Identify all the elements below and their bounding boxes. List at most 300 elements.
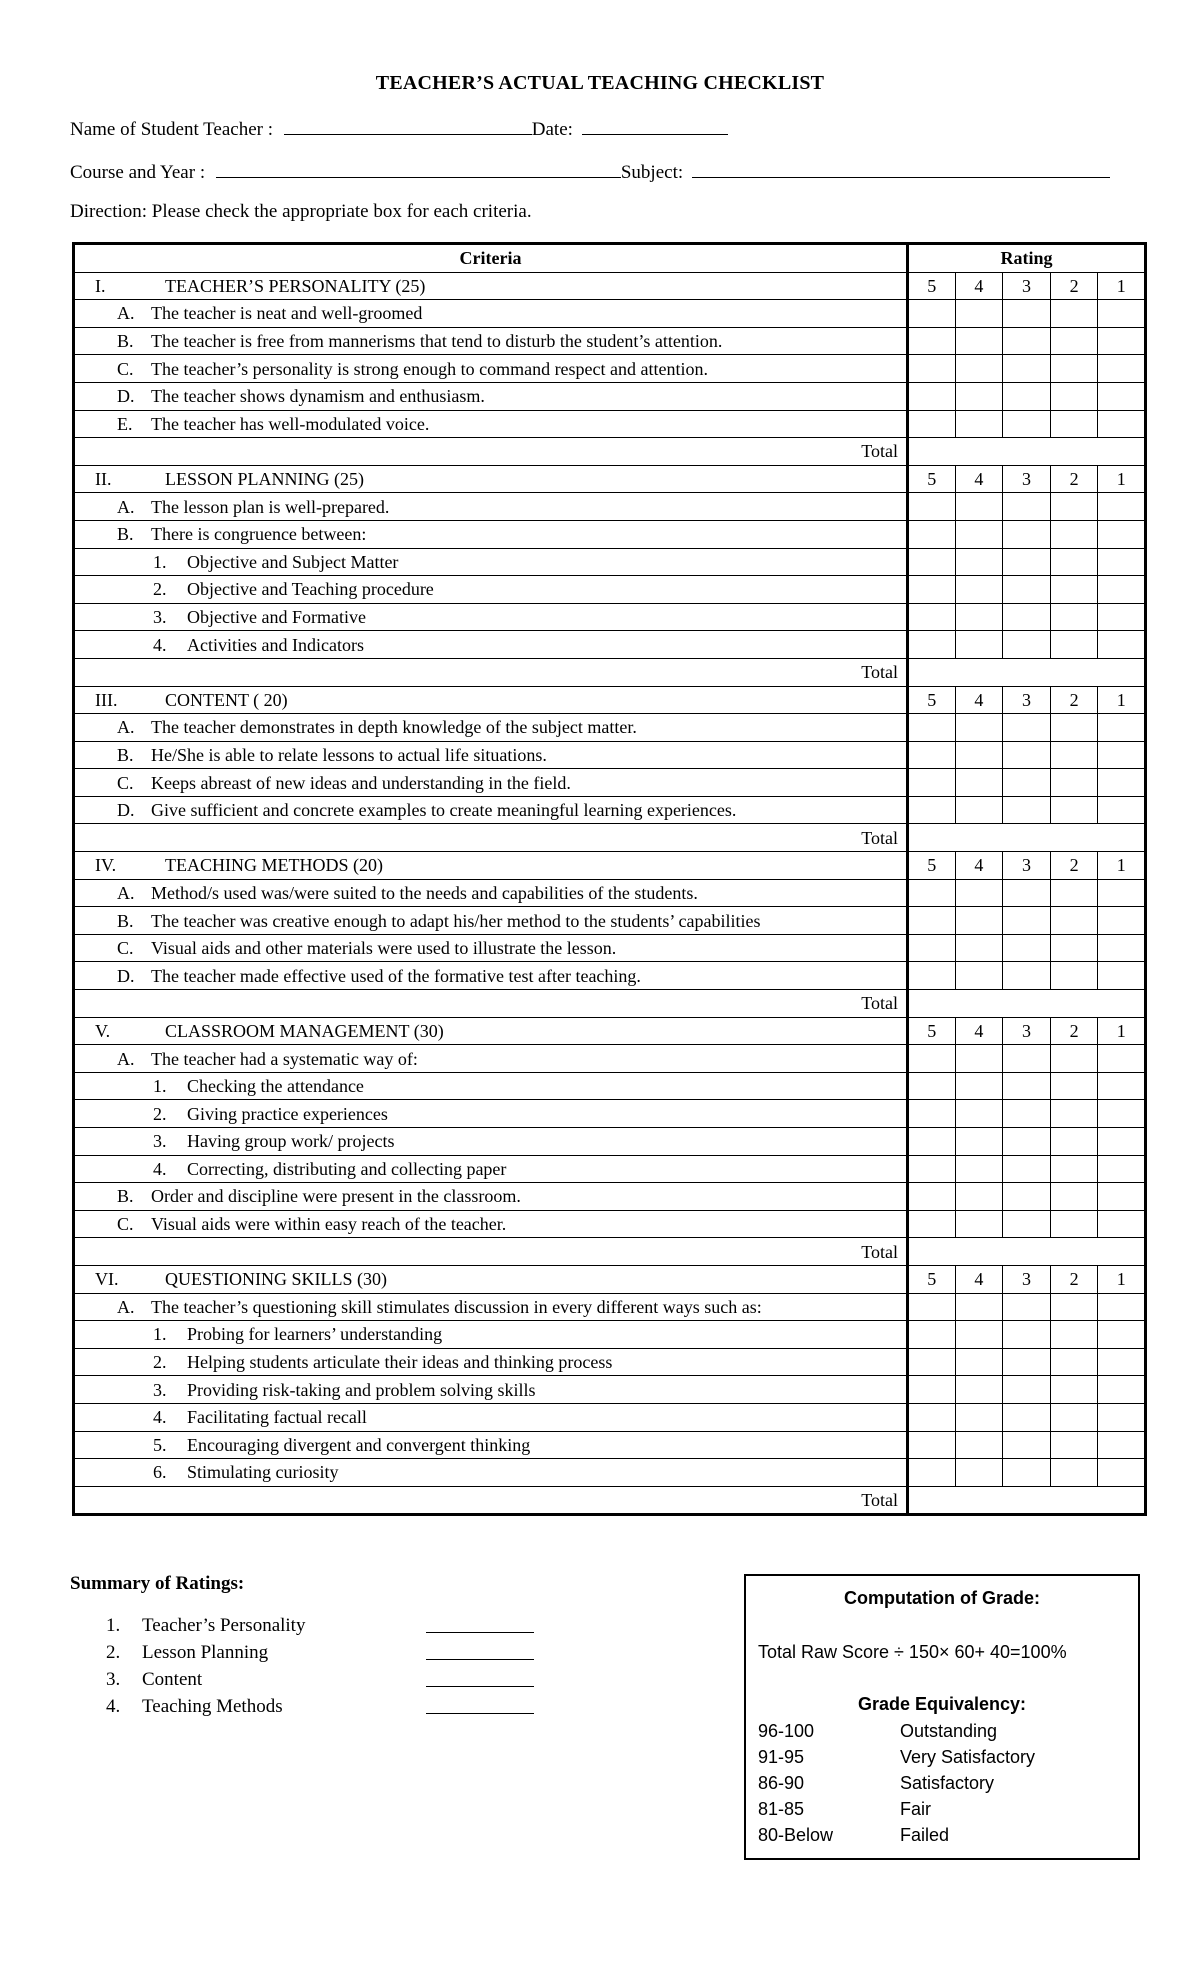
rating-checkbox[interactable] (1098, 1321, 1146, 1349)
rating-checkbox[interactable] (955, 1183, 1003, 1211)
rating-checkbox[interactable] (1003, 1100, 1051, 1128)
rating-checkbox[interactable] (1003, 796, 1051, 824)
rating-checkbox[interactable] (908, 907, 956, 935)
summary-item (106, 1666, 536, 1693)
section-title (74, 686, 908, 714)
criteria-item-text: Encouraging divergent and convergent thinking (187, 1434, 531, 1455)
rating-checkbox[interactable] (1098, 1403, 1146, 1431)
rating-checkbox[interactable] (1050, 1155, 1098, 1183)
summary-item-number: 3. (106, 1669, 121, 1690)
rating-checkbox[interactable] (1050, 576, 1098, 604)
rating-checkbox[interactable] (1050, 300, 1098, 328)
rating-checkbox[interactable] (1003, 1155, 1051, 1183)
rating-checkbox[interactable] (1098, 741, 1146, 769)
criteria-item-text: The teacher demonstrates in depth knowledge of the subject matter. (151, 717, 637, 738)
name-field[interactable] (284, 116, 532, 135)
summary-rating-blank[interactable] (426, 1713, 534, 1714)
summary-rating-blank[interactable] (426, 1632, 534, 1633)
rating-scale-label: 4 (955, 465, 1003, 493)
rating-checkbox[interactable] (1098, 603, 1146, 631)
rating-checkbox[interactable] (955, 603, 1003, 631)
rating-checkbox[interactable] (955, 962, 1003, 990)
criteria-item-label: A. (117, 1048, 135, 1069)
rating-checkbox[interactable] (1003, 520, 1051, 548)
rating-checkbox[interactable] (1050, 741, 1098, 769)
rating-checkbox[interactable] (1003, 1321, 1051, 1349)
rating-checkbox[interactable] (908, 1321, 956, 1349)
rating-checkbox[interactable] (955, 1210, 1003, 1238)
rating-checkbox[interactable] (1098, 879, 1146, 907)
rating-checkbox[interactable] (1098, 327, 1146, 355)
total-value-cell[interactable] (908, 438, 1146, 466)
summary-title: Summary of Ratings: (70, 1573, 245, 1594)
rating-checkbox[interactable] (908, 410, 956, 438)
criteria-item-label: B. (117, 331, 134, 352)
rating-checkbox[interactable] (1098, 962, 1146, 990)
rating-checkbox[interactable] (1098, 1155, 1146, 1183)
section-title-text: TEACHING METHODS (20) (165, 855, 383, 876)
section-title-text: LESSON PLANNING (25) (165, 469, 364, 490)
rating-checkbox[interactable] (1003, 741, 1051, 769)
rating-scale-label: 5 (908, 272, 956, 300)
criteria-item (74, 1376, 908, 1404)
rating-checkbox[interactable] (1003, 1403, 1051, 1431)
rating-checkbox[interactable] (955, 631, 1003, 659)
rating-checkbox[interactable] (1003, 382, 1051, 410)
rating-checkbox[interactable] (1050, 1100, 1098, 1128)
criteria-row (74, 327, 1146, 355)
rating-checkbox[interactable] (1050, 355, 1098, 383)
rating-checkbox[interactable] (1098, 714, 1146, 742)
rating-checkbox[interactable] (908, 714, 956, 742)
course-subject-line (70, 159, 1110, 184)
section-header-row (74, 465, 1146, 493)
criteria-item-label: E. (117, 413, 133, 434)
rating-checkbox[interactable] (1098, 1459, 1146, 1487)
criteria-item-text: Give sufficient and concrete examples to create meaningful learning experiences. (151, 800, 737, 821)
rating-checkbox[interactable] (1003, 410, 1051, 438)
rating-checkbox[interactable] (908, 1128, 956, 1156)
rating-checkbox[interactable] (1003, 1376, 1051, 1404)
rating-checkbox[interactable] (908, 327, 956, 355)
rating-checkbox[interactable] (1050, 603, 1098, 631)
rating-checkbox[interactable] (955, 327, 1003, 355)
criteria-item-label: A. (117, 496, 135, 517)
equivalency-range: 86-90 (758, 1773, 805, 1793)
rating-scale-label: 4 (955, 686, 1003, 714)
rating-checkbox[interactable] (1003, 355, 1051, 383)
criteria-item-text: Probing for learners’ understanding (187, 1324, 443, 1345)
section-number: II. (95, 469, 112, 490)
criteria-row (74, 355, 1146, 383)
rating-scale-label: 1 (1098, 686, 1146, 714)
criteria-item-label: 3. (153, 607, 167, 628)
rating-checkbox[interactable] (1050, 1403, 1098, 1431)
total-value-cell[interactable] (908, 1486, 1146, 1515)
rating-checkbox[interactable] (1050, 493, 1098, 521)
rating-checkbox[interactable] (1098, 1210, 1146, 1238)
rating-checkbox[interactable] (1003, 631, 1051, 659)
total-row (74, 824, 1146, 852)
rating-checkbox[interactable] (955, 879, 1003, 907)
total-row (74, 1486, 1146, 1515)
total-row (74, 438, 1146, 466)
rating-checkbox[interactable] (908, 1100, 956, 1128)
summary-rating-blank[interactable] (426, 1659, 534, 1660)
computation-title: Computation of Grade: (844, 1588, 1040, 1608)
rating-checkbox[interactable] (908, 520, 956, 548)
criteria-row (74, 382, 1146, 410)
rating-checkbox[interactable] (1050, 769, 1098, 797)
rating-checkbox[interactable] (908, 382, 956, 410)
criteria-item (74, 410, 908, 438)
rating-checkbox[interactable] (908, 769, 956, 797)
summary-item-label: Teaching Methods (142, 1696, 283, 1717)
criteria-item-label: B. (117, 524, 134, 545)
rating-checkbox[interactable] (1050, 382, 1098, 410)
rating-checkbox[interactable] (1050, 520, 1098, 548)
criteria-item (74, 907, 908, 935)
rating-checkbox[interactable] (1003, 1210, 1051, 1238)
criteria-row (74, 631, 1146, 659)
equivalency-rating: Very Satisfactory (900, 1747, 1036, 1767)
rating-checkbox[interactable] (908, 631, 956, 659)
rating-checkbox[interactable] (955, 493, 1003, 521)
rating-checkbox[interactable] (1003, 1072, 1051, 1100)
section-title-text: CONTENT ( 20) (165, 689, 288, 710)
rating-checkbox[interactable] (1003, 1431, 1051, 1459)
criteria-item-label: 1. (153, 1076, 167, 1097)
rating-checkbox[interactable] (955, 741, 1003, 769)
rating-checkbox[interactable] (955, 1459, 1003, 1487)
rating-checkbox[interactable] (1098, 907, 1146, 935)
date-field[interactable] (582, 116, 728, 135)
rating-checkbox[interactable] (1003, 548, 1051, 576)
rating-checkbox[interactable] (955, 1376, 1003, 1404)
rating-checkbox[interactable] (908, 1431, 956, 1459)
summary-item (106, 1612, 536, 1639)
rating-checkbox[interactable] (1003, 327, 1051, 355)
rating-checkbox[interactable] (1050, 1431, 1098, 1459)
rating-checkbox[interactable] (1098, 300, 1146, 328)
rating-checkbox[interactable] (1050, 1183, 1098, 1211)
rating-checkbox[interactable] (908, 1459, 956, 1487)
criteria-item-label: A. (117, 882, 135, 903)
criteria-item-text: Correcting, distributing and collecting paper (187, 1158, 507, 1179)
equivalency-row (758, 1822, 1035, 1848)
rating-scale-label: 5 (908, 686, 956, 714)
rating-checkbox[interactable] (1003, 934, 1051, 962)
criteria-row (74, 962, 1146, 990)
section-title-text: CLASSROOM MANAGEMENT (30) (165, 1020, 444, 1041)
total-label: Total (74, 658, 908, 686)
rating-checkbox[interactable] (1050, 1376, 1098, 1404)
criteria-item-text: The teacher is neat and well-groomed (151, 303, 423, 324)
total-value-cell[interactable] (908, 990, 1146, 1018)
rating-checkbox[interactable] (1003, 769, 1051, 797)
rating-checkbox[interactable] (955, 1431, 1003, 1459)
rating-checkbox[interactable] (1098, 520, 1146, 548)
criteria-item-text: The lesson plan is well-prepared. (151, 496, 390, 517)
rating-scale-label: 2 (1050, 272, 1098, 300)
rating-checkbox[interactable] (1050, 934, 1098, 962)
rating-checkbox[interactable] (1098, 493, 1146, 521)
criteria-item (74, 1321, 908, 1349)
course-field[interactable] (216, 159, 621, 178)
rating-checkbox[interactable] (908, 1376, 956, 1404)
rating-checkbox[interactable] (1050, 410, 1098, 438)
total-label: Total (74, 438, 908, 466)
rating-checkbox[interactable] (955, 1293, 1003, 1321)
criteria-row (74, 1100, 1146, 1128)
criteria-item (74, 934, 908, 962)
criteria-item-text: Visual aids and other materials were used to illustrate the lesson. (151, 938, 617, 959)
rating-checkbox[interactable] (955, 410, 1003, 438)
criteria-row (74, 934, 1146, 962)
rating-checkbox[interactable] (955, 382, 1003, 410)
summary-rating-blank[interactable] (426, 1686, 534, 1687)
rating-checkbox[interactable] (908, 603, 956, 631)
total-value-cell[interactable] (908, 824, 1146, 852)
criteria-item-text: Checking the attendance (187, 1076, 364, 1097)
rating-checkbox[interactable] (908, 548, 956, 576)
course-label: Course and Year : (70, 162, 206, 183)
criteria-row (74, 1321, 1146, 1349)
section-number: I. (95, 275, 106, 296)
rating-checkbox[interactable] (955, 934, 1003, 962)
rating-checkbox[interactable] (955, 1100, 1003, 1128)
criteria-item-text: He/She is able to relate lessons to actual life situations. (151, 744, 547, 765)
rating-checkbox[interactable] (908, 741, 956, 769)
criteria-item-label: D. (117, 386, 135, 407)
criteria-item (74, 1348, 908, 1376)
criteria-item-label: 1. (153, 1324, 167, 1345)
rating-checkbox[interactable] (1003, 1128, 1051, 1156)
summary-item-label: Lesson Planning (142, 1642, 269, 1663)
rating-checkbox[interactable] (955, 1128, 1003, 1156)
rating-checkbox[interactable] (1050, 879, 1098, 907)
criteria-row (74, 1128, 1146, 1156)
rating-checkbox[interactable] (1098, 631, 1146, 659)
rating-checkbox[interactable] (1050, 1210, 1098, 1238)
rating-checkbox[interactable] (1003, 1293, 1051, 1321)
rating-checkbox[interactable] (1098, 1045, 1146, 1073)
criteria-item (74, 796, 908, 824)
rating-scale-label: 3 (1003, 686, 1051, 714)
criteria-item-label: D. (117, 800, 135, 821)
rating-checkbox[interactable] (908, 1403, 956, 1431)
rating-checkbox[interactable] (1050, 1128, 1098, 1156)
rating-checkbox[interactable] (955, 769, 1003, 797)
rating-checkbox[interactable] (955, 1045, 1003, 1073)
total-value-cell[interactable] (908, 1238, 1146, 1266)
rating-checkbox[interactable] (1003, 1459, 1051, 1487)
rating-checkbox[interactable] (908, 1183, 956, 1211)
equivalency-rating: Outstanding (900, 1721, 998, 1741)
rating-checkbox[interactable] (1098, 1293, 1146, 1321)
rating-checkbox[interactable] (1098, 410, 1146, 438)
rating-checkbox[interactable] (908, 796, 956, 824)
rating-checkbox[interactable] (908, 1293, 956, 1321)
rating-checkbox[interactable] (908, 355, 956, 383)
rating-checkbox[interactable] (908, 1072, 956, 1100)
rating-checkbox[interactable] (955, 796, 1003, 824)
rating-checkbox[interactable] (1003, 879, 1051, 907)
subject-label: Subject: (620, 162, 684, 183)
criteria-item (74, 1100, 908, 1128)
rating-checkbox[interactable] (1098, 1431, 1146, 1459)
rating-checkbox[interactable] (955, 548, 1003, 576)
rating-checkbox[interactable] (1098, 1376, 1146, 1404)
rating-checkbox[interactable] (908, 934, 956, 962)
rating-checkbox[interactable] (955, 1155, 1003, 1183)
rating-checkbox[interactable] (1050, 1072, 1098, 1100)
rating-checkbox[interactable] (908, 576, 956, 604)
criteria-row (74, 548, 1146, 576)
rating-checkbox[interactable] (1098, 934, 1146, 962)
rating-checkbox[interactable] (955, 1321, 1003, 1349)
rating-checkbox[interactable] (1098, 796, 1146, 824)
rating-checkbox[interactable] (955, 300, 1003, 328)
rating-checkbox[interactable] (1003, 300, 1051, 328)
criteria-row (74, 1045, 1146, 1073)
rating-checkbox[interactable] (1050, 1293, 1098, 1321)
rating-checkbox[interactable] (1098, 548, 1146, 576)
rating-checkbox[interactable] (955, 1403, 1003, 1431)
rating-checkbox[interactable] (1003, 1045, 1051, 1073)
rating-checkbox[interactable] (908, 493, 956, 521)
criteria-item-text: The teacher was creative enough to adapt his/her method to the students’ capabilities (151, 910, 761, 931)
rating-scale-label: 2 (1050, 465, 1098, 493)
criteria-item-text: Objective and Formative (187, 607, 366, 628)
summary-item-number: 4. (106, 1696, 121, 1717)
section-number: VI. (95, 1269, 119, 1290)
rating-checkbox[interactable] (955, 576, 1003, 604)
criteria-item-label: 2. (153, 579, 167, 600)
criteria-row (74, 1293, 1146, 1321)
rating-checkbox[interactable] (1098, 769, 1146, 797)
criteria-item-label: A. (117, 717, 135, 738)
rating-scale-label: 5 (908, 1017, 956, 1045)
rating-checkbox[interactable] (908, 1045, 956, 1073)
rating-checkbox[interactable] (1050, 1321, 1098, 1349)
rating-checkbox[interactable] (908, 1348, 956, 1376)
criteria-item (74, 1403, 908, 1431)
rating-checkbox[interactable] (908, 879, 956, 907)
rating-checkbox[interactable] (908, 1155, 956, 1183)
criteria-row (74, 410, 1146, 438)
rating-checkbox[interactable] (1003, 493, 1051, 521)
rating-checkbox[interactable] (1098, 576, 1146, 604)
criteria-row (74, 1403, 1146, 1431)
rating-scale-label: 2 (1050, 686, 1098, 714)
criteria-item-text: The teacher has well-modulated voice. (151, 413, 430, 434)
criteria-item-text: Giving practice experiences (187, 1103, 388, 1124)
equivalency-range: 91-95 (758, 1747, 805, 1767)
rating-checkbox[interactable] (1050, 714, 1098, 742)
subject-field[interactable] (692, 159, 1110, 178)
total-value-cell[interactable] (908, 658, 1146, 686)
rating-checkbox[interactable] (1050, 631, 1098, 659)
equivalency-range: 81-85 (758, 1799, 805, 1819)
equivalency-row (758, 1744, 1035, 1770)
rating-checkbox[interactable] (1098, 1128, 1146, 1156)
rating-checkbox[interactable] (1098, 355, 1146, 383)
rating-checkbox[interactable] (1050, 907, 1098, 935)
rating-checkbox[interactable] (908, 962, 956, 990)
rating-checkbox[interactable] (1050, 1045, 1098, 1073)
summary-item (106, 1639, 536, 1666)
rating-scale-label: 4 (955, 1017, 1003, 1045)
criteria-item-text: Objective and Subject Matter (187, 551, 399, 572)
rating-checkbox[interactable] (955, 907, 1003, 935)
section-title (74, 1265, 908, 1293)
rating-checkbox[interactable] (1003, 1183, 1051, 1211)
name-date-line (70, 116, 728, 141)
rating-checkbox[interactable] (955, 714, 1003, 742)
rating-checkbox[interactable] (955, 1072, 1003, 1100)
rating-checkbox[interactable] (1098, 1183, 1146, 1211)
rating-checkbox[interactable] (1003, 962, 1051, 990)
criteria-item (74, 631, 908, 659)
rating-checkbox[interactable] (1003, 603, 1051, 631)
rating-checkbox[interactable] (1050, 796, 1098, 824)
criteria-item-text: Order and discipline were present in the classroom. (151, 1186, 521, 1207)
rating-checkbox[interactable] (1050, 1459, 1098, 1487)
criteria-item (74, 327, 908, 355)
rating-checkbox[interactable] (1003, 576, 1051, 604)
criteria-item-label: B. (117, 744, 134, 765)
rating-scale-label: 1 (1098, 1265, 1146, 1293)
rating-checkbox[interactable] (908, 1210, 956, 1238)
rating-scale-label: 3 (1003, 852, 1051, 880)
rating-checkbox[interactable] (1050, 548, 1098, 576)
rating-checkbox[interactable] (1098, 1348, 1146, 1376)
rating-checkbox[interactable] (1003, 1348, 1051, 1376)
criteria-item-label: 3. (153, 1131, 167, 1152)
criteria-item-label: 4. (153, 1158, 167, 1179)
criteria-item-label: 4. (153, 1407, 167, 1428)
rating-checkbox[interactable] (1050, 962, 1098, 990)
equivalency-rating: Fair (900, 1799, 931, 1819)
rating-scale-label: 2 (1050, 852, 1098, 880)
rating-checkbox[interactable] (955, 355, 1003, 383)
rating-checkbox[interactable] (1003, 907, 1051, 935)
criteria-row (74, 1155, 1146, 1183)
rating-checkbox[interactable] (1098, 1072, 1146, 1100)
criteria-item (74, 355, 908, 383)
rating-checkbox[interactable] (1003, 714, 1051, 742)
equivalency-range: 80-Below (758, 1825, 834, 1845)
criteria-item-text: The teacher’s personality is strong enough to command respect and attention. (151, 358, 709, 379)
criteria-item-label: C. (117, 358, 134, 379)
criteria-row (74, 1183, 1146, 1211)
rating-checkbox[interactable] (1098, 1100, 1146, 1128)
rating-checkbox[interactable] (1098, 382, 1146, 410)
rating-checkbox[interactable] (1050, 327, 1098, 355)
criteria-item-label: B. (117, 1186, 134, 1207)
section-title (74, 852, 908, 880)
rating-scale-label: 5 (908, 852, 956, 880)
section-title (74, 1017, 908, 1045)
summary-item-number: 1. (106, 1615, 121, 1636)
rating-checkbox[interactable] (955, 1348, 1003, 1376)
equivalency-list (758, 1718, 1035, 1848)
rating-checkbox[interactable] (955, 520, 1003, 548)
rating-checkbox[interactable] (908, 300, 956, 328)
total-row (74, 658, 1146, 686)
rating-checkbox[interactable] (1050, 1348, 1098, 1376)
